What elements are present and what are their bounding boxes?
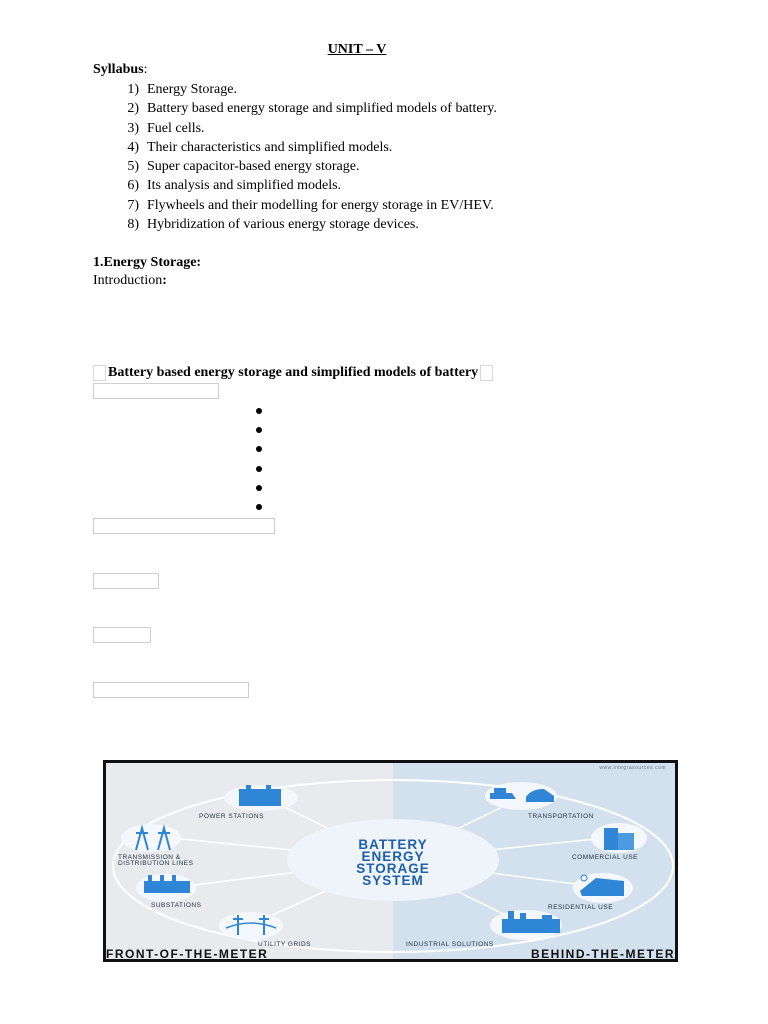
empty-field[interactable] (93, 383, 219, 399)
item-number: 4) (127, 139, 139, 155)
section-heading-energy-storage: 1.Energy Storage: (93, 255, 202, 270)
power-station-icon (224, 785, 298, 811)
empty-field-marker[interactable] (480, 365, 493, 381)
watermark-text: www.integrasources.com (599, 765, 666, 771)
item-text: Flywheels and their modelling for energy storage in EV/HEV. (147, 197, 494, 213)
syllabus-item (93, 119, 497, 138)
item-number: 2) (127, 101, 139, 117)
syllabus-item (93, 196, 497, 215)
label-transportation: TRANSPORTATION (528, 813, 594, 820)
page-title: UNIT – V (327, 42, 387, 57)
empty-field[interactable] (93, 518, 275, 534)
item-text: Fuel cells. (147, 120, 205, 136)
introduction-text: Introduction (93, 273, 163, 288)
label-behind-the-meter: BEHIND-THE-METER (531, 947, 675, 959)
introduction-label (93, 273, 167, 289)
syllabus-item (93, 99, 497, 118)
syllabus-item (93, 80, 497, 99)
transportation-icon (485, 782, 557, 810)
item-text: Battery based energy storage and simplified models of battery. (147, 101, 497, 117)
utility-grid-icon (219, 912, 283, 940)
item-number: 3) (127, 120, 139, 136)
item-number: 7) (127, 197, 139, 213)
item-number: 5) (127, 159, 139, 175)
label-utility-grids: UTILITY GRIDS (258, 941, 311, 948)
item-text: Their characteristics and simplified models. (147, 139, 393, 155)
transmission-tower-icon (121, 824, 181, 852)
introduction-colon: : (162, 273, 167, 288)
syllabus-label-text: Syllabus (93, 62, 144, 77)
residential-house-icon (573, 873, 633, 903)
label-transmission: TRANSMISSION & (118, 854, 181, 861)
industrial-factory-icon (490, 910, 562, 940)
empty-field[interactable] (93, 573, 159, 589)
item-number: 6) (127, 178, 139, 194)
center-title-line1: BATTERY (358, 837, 428, 852)
label-industrial-solutions: INDUSTRIAL SOLUTIONS (406, 941, 494, 948)
label-commercial-use: COMMERCIAL USE (572, 854, 638, 861)
figure-graphic (106, 763, 675, 959)
section-heading-battery (93, 364, 493, 382)
commercial-building-icon (591, 823, 647, 853)
substation-icon (136, 874, 196, 902)
label-distribution-lines: DISTRIBUTION LINES (118, 860, 194, 867)
item-text: Its analysis and simplified models. (147, 178, 342, 194)
center-title-line3: STORAGE (356, 861, 430, 876)
item-text: Hybridization of various energy storage devices. (147, 217, 419, 233)
item-text: Energy Storage. (147, 82, 237, 97)
empty-field[interactable] (93, 627, 151, 643)
center-title-line2: ENERGY (361, 849, 425, 864)
battery-energy-storage-figure (103, 760, 678, 962)
syllabus-list (93, 80, 497, 234)
item-number: 8) (127, 217, 139, 233)
empty-field[interactable] (93, 682, 249, 698)
syllabus-item (93, 157, 497, 176)
battery-heading-text: Battery based energy storage and simplified models of battery (108, 365, 479, 380)
syllabus-label (93, 62, 147, 78)
label-residential-use: RESIDENTIAL USE (548, 904, 614, 911)
label-front-of-the-meter: FRONT-OF-THE-METER (106, 947, 269, 959)
empty-field-marker[interactable] (93, 365, 106, 381)
syllabus-item (93, 138, 497, 157)
label-substations: SUBSTATIONS (151, 902, 202, 909)
center-title-line4: SYSTEM (362, 873, 424, 888)
item-number: 1) (127, 82, 139, 97)
label-power-stations: POWER STATIONS (199, 813, 264, 820)
syllabus-colon: : (143, 62, 148, 77)
syllabus-item (93, 215, 497, 234)
item-text: Super capacitor-based energy storage. (147, 159, 360, 175)
syllabus-item (93, 176, 497, 195)
